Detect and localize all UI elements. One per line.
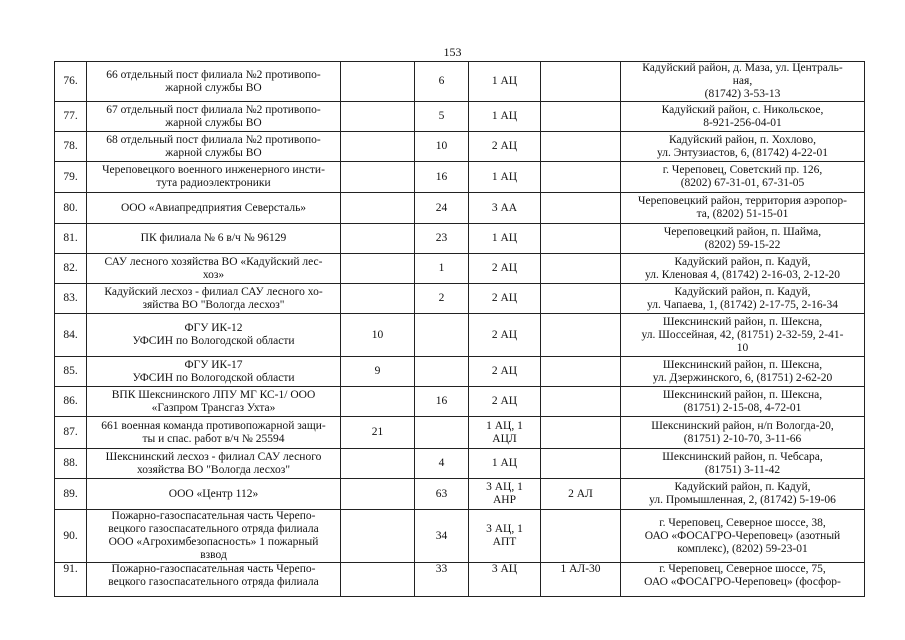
unit-name-line: вецкого газоспасательного отряда филиала bbox=[108, 576, 319, 588]
unit-name bbox=[87, 102, 341, 132]
unit-name-line: жарной службы ВО bbox=[165, 146, 262, 159]
staff-count-b-line: 24 bbox=[435, 201, 448, 214]
unit-address-line: ул. Энтузиастов, 6, (81742) 4-22-01 bbox=[656, 146, 828, 159]
staff-count-a bbox=[341, 62, 415, 102]
main-equipment bbox=[469, 449, 541, 479]
unit-address-line: Кадуйский район, с. Никольское, bbox=[661, 103, 824, 116]
unit-name bbox=[87, 417, 341, 449]
unit-address-line: (8202) 59-15-22 bbox=[704, 238, 781, 251]
unit-name bbox=[87, 387, 341, 417]
special-equipment bbox=[541, 193, 621, 224]
special-equipment bbox=[541, 510, 621, 563]
unit-address-line: ОАО «ФОСАГРО-Череповец» (фосфор- bbox=[644, 576, 841, 588]
unit-address-line: Шекснинский район, н/п Вологда-20, bbox=[651, 419, 834, 432]
unit-name bbox=[87, 314, 341, 357]
unit-name bbox=[87, 510, 341, 563]
unit-name bbox=[87, 357, 341, 387]
unit-address-line: 8-921-256-04-01 bbox=[703, 116, 782, 129]
row-number bbox=[55, 102, 87, 132]
main-equipment bbox=[469, 62, 541, 102]
unit-address bbox=[621, 563, 865, 597]
unit-address-line: (81751) 2-15-08, 4-72-01 bbox=[683, 401, 802, 414]
unit-address bbox=[621, 417, 865, 449]
row-number-line: 85. bbox=[63, 365, 78, 377]
unit-name-line: «Газпром Трансгаз Ухта» bbox=[151, 401, 276, 414]
staff-count-b-line: 33 bbox=[435, 563, 448, 575]
unit-address bbox=[621, 284, 865, 314]
unit-name-line: ФГУ ИК-12 bbox=[184, 322, 243, 334]
staff-count-b bbox=[415, 417, 469, 449]
main-equipment-line: 1 АЦ bbox=[491, 110, 518, 122]
row-number bbox=[55, 417, 87, 449]
unit-name-line: САУ лесного хозяйства ВО «Кадуйский лес- bbox=[104, 255, 323, 268]
row-number bbox=[55, 62, 87, 102]
table-row bbox=[55, 102, 865, 132]
main-equipment-line: АПТ bbox=[492, 536, 517, 548]
row-number-line: 77. bbox=[63, 110, 78, 122]
unit-address-line: (81742) 3-53-13 bbox=[704, 88, 781, 100]
unit-name bbox=[87, 284, 341, 314]
row-number bbox=[55, 357, 87, 387]
main-equipment bbox=[469, 387, 541, 417]
unit-address bbox=[621, 479, 865, 510]
unit-address-line: г. Череповец, Северное шоссе, 75, bbox=[659, 563, 826, 575]
staff-count-a-line: 10 bbox=[371, 328, 384, 341]
unit-address-line: ОАО «ФОСАГРО-Череповец» (азотный bbox=[644, 529, 841, 542]
staff-count-b bbox=[415, 62, 469, 102]
main-equipment bbox=[469, 284, 541, 314]
unit-address-line: (81751) 2-10-70, 3-11-66 bbox=[683, 432, 802, 445]
unit-address-line: г. Череповец, Северное шоссе, 38, bbox=[659, 516, 826, 529]
special-equipment bbox=[541, 417, 621, 449]
main-equipment bbox=[469, 563, 541, 597]
unit-address-line: ная, bbox=[732, 75, 753, 87]
staff-count-b-line: 2 bbox=[438, 292, 445, 304]
row-number bbox=[55, 162, 87, 193]
staff-count-a bbox=[341, 102, 415, 132]
staff-count-a bbox=[341, 224, 415, 254]
main-equipment-line: 1 АЦ bbox=[491, 232, 518, 244]
unit-address-line: ул. Кленовая 4, (81742) 2-16-03, 2-12-20 bbox=[644, 268, 841, 281]
staff-count-a bbox=[341, 357, 415, 387]
staff-count-a bbox=[341, 387, 415, 417]
row-number-line: 83. bbox=[63, 292, 78, 304]
unit-name-line: вецкого газоспасательного отряда филиала bbox=[108, 523, 319, 535]
main-equipment-line: АЦЛ bbox=[492, 432, 517, 445]
unit-name-line: 661 военная команда противопожарной защи- bbox=[101, 419, 326, 432]
special-equipment bbox=[541, 132, 621, 162]
row-number-line: 78. bbox=[63, 140, 78, 152]
unit-name-line: зяйства ВО "Вологда лесхоз" bbox=[142, 298, 285, 311]
unit-address-line: ул. Дзержинского, 6, (81751) 2-62-20 bbox=[652, 371, 833, 384]
main-equipment bbox=[469, 357, 541, 387]
unit-name-line: жарной службы ВО bbox=[165, 81, 262, 94]
unit-address bbox=[621, 193, 865, 224]
unit-address-line: Шекснинский район, п. Чебсара, bbox=[662, 450, 823, 463]
unit-address bbox=[621, 62, 865, 102]
main-equipment-line: 2 АЦ bbox=[491, 395, 518, 407]
row-number-line: 88. bbox=[63, 457, 78, 469]
table-row bbox=[55, 479, 865, 510]
unit-address-line: ул. Шоссейная, 42, (81751) 2-32-59, 2-41- bbox=[641, 328, 844, 341]
table-row bbox=[55, 387, 865, 417]
unit-address bbox=[621, 357, 865, 387]
unit-name-line: жарной службы ВО bbox=[165, 116, 262, 129]
unit-address-line: та, (8202) 51-15-01 bbox=[696, 208, 789, 220]
unit-address bbox=[621, 102, 865, 132]
staff-count-b-line: 16 bbox=[435, 170, 448, 183]
unit-address-line: г. Череповец, Советский пр. 126, bbox=[662, 164, 823, 176]
row-number bbox=[55, 254, 87, 284]
unit-name-line: ООО «Авиапредприятия Северсталь» bbox=[120, 201, 307, 214]
main-equipment bbox=[469, 193, 541, 224]
unit-name bbox=[87, 479, 341, 510]
row-number bbox=[55, 193, 87, 224]
unit-address-line: Кадуйский район, п. Кадуй, bbox=[674, 481, 811, 493]
staff-count-b bbox=[415, 510, 469, 563]
main-equipment bbox=[469, 479, 541, 510]
unit-address-line: Череповецкий район, п. Шайма, bbox=[663, 225, 822, 238]
special-equipment bbox=[541, 102, 621, 132]
unit-address bbox=[621, 132, 865, 162]
table-row bbox=[55, 132, 865, 162]
staff-count-a bbox=[341, 193, 415, 224]
table-row bbox=[55, 193, 865, 224]
staff-count-a bbox=[341, 563, 415, 597]
row-number bbox=[55, 479, 87, 510]
table-row bbox=[55, 254, 865, 284]
unit-name bbox=[87, 449, 341, 479]
staff-count-b-line: 10 bbox=[435, 140, 448, 152]
staff-count-b bbox=[415, 357, 469, 387]
unit-address-line: Шекснинский район, п. Шексна, bbox=[662, 315, 823, 328]
staff-count-b-line: 1 bbox=[438, 262, 445, 274]
main-equipment-line: 2 АЦ bbox=[491, 365, 518, 377]
row-number-line: 87. bbox=[63, 426, 78, 438]
staff-count-a bbox=[341, 162, 415, 193]
unit-name-line: Пожарно-газоспасательная часть Черепо- bbox=[111, 563, 316, 575]
main-equipment-line: 1 АЦ bbox=[491, 75, 518, 87]
row-number bbox=[55, 510, 87, 563]
staff-count-a bbox=[341, 417, 415, 449]
row-number-line: 81. bbox=[63, 232, 78, 244]
main-equipment bbox=[469, 132, 541, 162]
staff-count-b bbox=[415, 563, 469, 597]
main-equipment bbox=[469, 102, 541, 132]
staff-count-b bbox=[415, 387, 469, 417]
table-row bbox=[55, 62, 865, 102]
staff-count-a bbox=[341, 132, 415, 162]
staff-count-a bbox=[341, 284, 415, 314]
unit-name-line: ООО «Центр 112» bbox=[168, 487, 259, 500]
main-equipment-line: 2 АЦ bbox=[491, 262, 518, 274]
row-number-line: 82. bbox=[63, 262, 78, 274]
unit-name-line: ФГУ ИК-17 bbox=[184, 358, 243, 371]
special-equipment bbox=[541, 314, 621, 357]
main-equipment-line: 1 АЦ bbox=[491, 457, 518, 469]
unit-name-line: УФСИН по Вологодской области bbox=[132, 371, 295, 384]
special-equipment bbox=[541, 479, 621, 510]
staff-count-b bbox=[415, 254, 469, 284]
unit-address-line: Кадуйский район, д. Маза, ул. Централь- bbox=[642, 62, 843, 74]
row-number bbox=[55, 314, 87, 357]
row-number bbox=[55, 224, 87, 254]
row-number bbox=[55, 563, 87, 597]
row-number-line: 76. bbox=[63, 75, 78, 87]
table-row bbox=[55, 224, 865, 254]
main-equipment-line: 1 АЦ bbox=[491, 170, 518, 183]
staff-count-b-line: 5 bbox=[438, 110, 445, 122]
unit-name bbox=[87, 193, 341, 224]
unit-name-line: Череповецкого военного инженерного инсти- bbox=[102, 164, 325, 176]
unit-name-line: Кадуйский лесхоз - филиал САУ лесного хо- bbox=[104, 285, 323, 298]
unit-address-line: 10 bbox=[736, 341, 749, 354]
staff-count-a-line: 9 bbox=[374, 365, 381, 377]
unit-name-line: тута радиоэлектроники bbox=[156, 177, 271, 189]
special-equipment bbox=[541, 162, 621, 193]
staff-count-b-line: 6 bbox=[438, 75, 445, 87]
fire-units-table bbox=[54, 61, 865, 597]
staff-count-b bbox=[415, 479, 469, 510]
special-equipment bbox=[541, 62, 621, 102]
row-number-line: 86. bbox=[63, 395, 78, 407]
staff-count-a bbox=[341, 510, 415, 563]
main-equipment-line: 3 АЦ, 1 bbox=[486, 523, 523, 535]
unit-name-line: УФСИН по Вологодской области bbox=[132, 335, 295, 347]
unit-name-line: 66 отдельный пост филиала №2 противопо- bbox=[106, 68, 321, 81]
row-number-line: 89. bbox=[63, 487, 78, 500]
main-equipment-line: 1 АЦ, 1 bbox=[486, 419, 523, 432]
unit-name bbox=[87, 132, 341, 162]
unit-address-line: Кадуйский район, п. Хохлово, bbox=[668, 133, 817, 146]
row-number bbox=[55, 449, 87, 479]
table-row bbox=[55, 162, 865, 193]
main-equipment-line: 2 АЦ bbox=[491, 140, 518, 152]
unit-name-line: ВПК Шекснинского ЛПУ МГ КС-1/ ООО bbox=[111, 388, 316, 401]
unit-name-line: Шекснинский лесхоз - филиал САУ лесного bbox=[105, 450, 322, 463]
staff-count-b bbox=[415, 284, 469, 314]
unit-address-line: Кадуйский район, п. Кадуй, bbox=[674, 285, 811, 298]
table-row bbox=[55, 357, 865, 387]
unit-address bbox=[621, 510, 865, 563]
unit-name-line: ПК филиала № 6 в/ч № 96129 bbox=[140, 232, 287, 244]
main-equipment bbox=[469, 314, 541, 357]
unit-address-line: ул. Промышленная, 2, (81742) 5-19-06 bbox=[649, 494, 836, 506]
staff-count-b bbox=[415, 193, 469, 224]
staff-count-a bbox=[341, 254, 415, 284]
table-row bbox=[55, 449, 865, 479]
row-number-line: 80. bbox=[63, 201, 78, 214]
unit-address bbox=[621, 224, 865, 254]
unit-address-line: Череповецкий район, территория аэропор- bbox=[638, 195, 847, 207]
main-equipment-line: 3 АЦ bbox=[491, 563, 518, 575]
staff-count-b-line: 23 bbox=[435, 232, 448, 244]
unit-name-line: ООО «Агрохимбезопасность» 1 пожарный bbox=[108, 536, 319, 548]
unit-name bbox=[87, 254, 341, 284]
staff-count-b bbox=[415, 102, 469, 132]
unit-address-line: Кадуйский район, п. Кадуй, bbox=[674, 255, 811, 268]
unit-address-line: ул. Чапаева, 1, (81742) 2-17-75, 2-16-34 bbox=[646, 298, 838, 311]
staff-count-b bbox=[415, 314, 469, 357]
staff-count-b-line: 4 bbox=[438, 457, 445, 469]
unit-address bbox=[621, 314, 865, 357]
main-equipment bbox=[469, 417, 541, 449]
unit-name-line: 67 отдельный пост филиала №2 противопо- bbox=[106, 103, 321, 116]
unit-name-line: хозяйства ВО "Вологда лесхоз" bbox=[136, 463, 291, 476]
special-equipment bbox=[541, 254, 621, 284]
special-equipment bbox=[541, 449, 621, 479]
table-row bbox=[55, 510, 865, 563]
row-number bbox=[55, 387, 87, 417]
special-equipment bbox=[541, 224, 621, 254]
special-equipment-line: 1 АЛ-30 bbox=[560, 563, 601, 575]
main-equipment-line: АНР bbox=[492, 494, 516, 506]
main-equipment bbox=[469, 224, 541, 254]
main-equipment bbox=[469, 254, 541, 284]
staff-count-b-line: 34 bbox=[435, 529, 448, 542]
special-equipment bbox=[541, 563, 621, 597]
unit-address-line: (81751) 3-11-42 bbox=[704, 463, 781, 476]
table-row bbox=[55, 563, 865, 597]
unit-name-line: хоз» bbox=[202, 268, 225, 281]
staff-count-a bbox=[341, 479, 415, 510]
staff-count-b bbox=[415, 449, 469, 479]
special-equipment bbox=[541, 387, 621, 417]
unit-address-line: комплекс), (8202) 59-23-01 bbox=[677, 542, 808, 555]
main-equipment bbox=[469, 162, 541, 193]
page-number: 153 bbox=[443, 45, 462, 59]
special-equipment bbox=[541, 284, 621, 314]
unit-address-line: Шекснинский район, п. Шексна, bbox=[662, 388, 823, 401]
staff-count-b bbox=[415, 162, 469, 193]
unit-address bbox=[621, 254, 865, 284]
main-equipment-line: 3 АЦ, 1 bbox=[486, 481, 523, 493]
special-equipment bbox=[541, 357, 621, 387]
table-row bbox=[55, 284, 865, 314]
staff-count-a-line: 21 bbox=[371, 426, 384, 438]
unit-name-line: 68 отдельный пост филиала №2 противопо- bbox=[106, 133, 321, 146]
unit-name bbox=[87, 62, 341, 102]
staff-count-b bbox=[415, 132, 469, 162]
staff-count-b bbox=[415, 224, 469, 254]
unit-address-line: Шекснинский район, п. Шексна, bbox=[662, 358, 823, 371]
main-equipment bbox=[469, 510, 541, 563]
staff-count-a bbox=[341, 314, 415, 357]
unit-address bbox=[621, 387, 865, 417]
unit-address bbox=[621, 162, 865, 193]
row-number bbox=[55, 284, 87, 314]
unit-name-line: взвод bbox=[200, 549, 227, 561]
row-number-line: 91. bbox=[63, 563, 78, 575]
main-equipment-line: 3 АА bbox=[491, 201, 518, 214]
main-equipment-line: 2 АЦ bbox=[491, 292, 518, 304]
unit-name-line: Пожарно-газоспасательная часть Черепо- bbox=[111, 510, 316, 522]
unit-address-line: (8202) 67-31-01, 67-31-05 bbox=[680, 177, 805, 189]
unit-name-line: ты и спас. работ в/ч № 25594 bbox=[142, 432, 285, 445]
unit-name bbox=[87, 224, 341, 254]
table-row bbox=[55, 417, 865, 449]
row-number-line: 84. bbox=[63, 328, 78, 341]
row-number-line: 90. bbox=[63, 529, 78, 542]
staff-count-b-line: 16 bbox=[435, 395, 448, 407]
main-equipment-line: 2 АЦ bbox=[491, 328, 518, 341]
staff-count-b-line: 63 bbox=[435, 487, 448, 500]
special-equipment-line: 2 АЛ bbox=[568, 487, 593, 500]
unit-name bbox=[87, 563, 341, 597]
unit-address bbox=[621, 449, 865, 479]
unit-name bbox=[87, 162, 341, 193]
row-number-line: 79. bbox=[63, 170, 78, 183]
row-number bbox=[55, 132, 87, 162]
staff-count-a bbox=[341, 449, 415, 479]
table-row bbox=[55, 314, 865, 357]
